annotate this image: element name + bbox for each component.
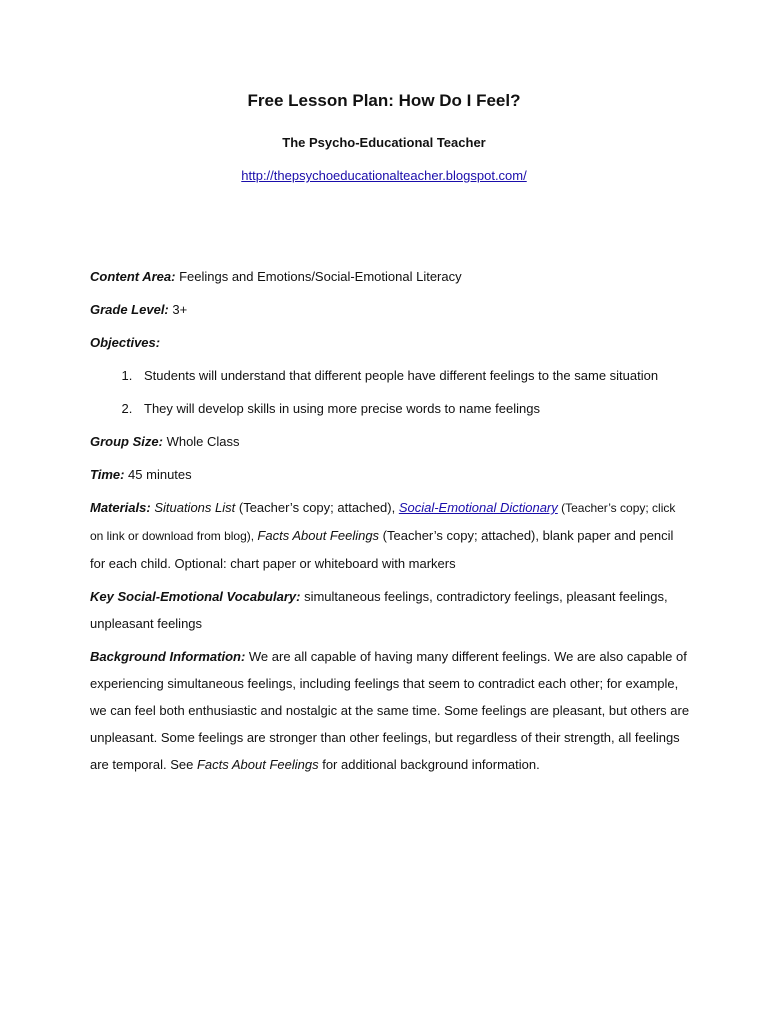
- lesson-plan-body: [90, 263, 690, 784]
- content-area-value: Feelings and Emotions/Social-Emotional Literacy: [175, 269, 462, 284]
- social-emotional-dictionary-link[interactable]: Social-Emotional Dictionary: [398, 500, 558, 515]
- facts-about-feelings-title: Facts About Feelings: [257, 528, 380, 543]
- time-label: Time:: [90, 467, 125, 482]
- vocabulary-label: Key Social-Emotional Vocabulary:: [90, 589, 301, 604]
- content-area-label: Content Area:: [90, 269, 176, 284]
- vocabulary-value: simultaneous feelings, contradictory feelings, pleasant feelings, unpleasant feelings: [90, 589, 668, 631]
- background-label: Background Information:: [90, 649, 246, 664]
- materials-text: (Teacher’s copy; attached),: [235, 500, 399, 515]
- time-field: [90, 461, 690, 488]
- group-size-value: Whole Class: [162, 434, 240, 449]
- document-header: [0, 0, 768, 185]
- objectives-label: Objectives:: [90, 335, 161, 350]
- materials-text: (Teacher’s copy; attached), blank paper and pencil for each child. Optional: chart paper or whiteboard with markers: [90, 528, 674, 571]
- objectives-field: [90, 329, 690, 356]
- materials-field: [90, 494, 690, 577]
- group-size-label: Group Size:: [90, 434, 163, 449]
- grade-level-label: Grade Level:: [90, 302, 169, 317]
- content-area-field: [90, 263, 690, 290]
- background-text: for additional background information.: [318, 757, 540, 772]
- materials-label: Materials:: [90, 500, 151, 515]
- background-text: We are all capable of having many different feelings. We are also capable of experiencing simultaneous feelings, including feelings that seem to contradict each other; for example, we can feel both enthusiastic and nostalgic at the same time. Some feelings are pleasant, but others are unpleasant. Some feelings are stronger than other feelings, but regardless of their strength, all feelings are temporal. See: [90, 649, 690, 772]
- objective-item: 2. They will develop skills in using more precise words to name feelings: [136, 395, 690, 422]
- author-name: The Psycho-Educational Teacher: [282, 135, 486, 150]
- vocabulary-field: [90, 583, 690, 637]
- grade-level-value: 3+: [168, 302, 188, 317]
- materials-text: (Teacher’s copy; click on link or download from blog),: [90, 501, 676, 543]
- objective-item: 1. Students will understand that different people have different feelings to the same situation: [136, 362, 690, 389]
- background-field: [90, 643, 690, 778]
- facts-about-feelings-title: Facts About Feelings: [196, 757, 319, 772]
- grade-level-field: [90, 296, 690, 323]
- objectives-list: [90, 362, 690, 422]
- blog-url-link[interactable]: http://thepsychoeducationalteacher.blogspot.com/: [241, 168, 527, 183]
- situations-list-title: Situations List: [150, 500, 236, 515]
- time-value: 45 minutes: [124, 467, 192, 482]
- page-title: Free Lesson Plan: How Do I Feel?: [247, 91, 521, 110]
- group-size-field: [90, 428, 690, 455]
